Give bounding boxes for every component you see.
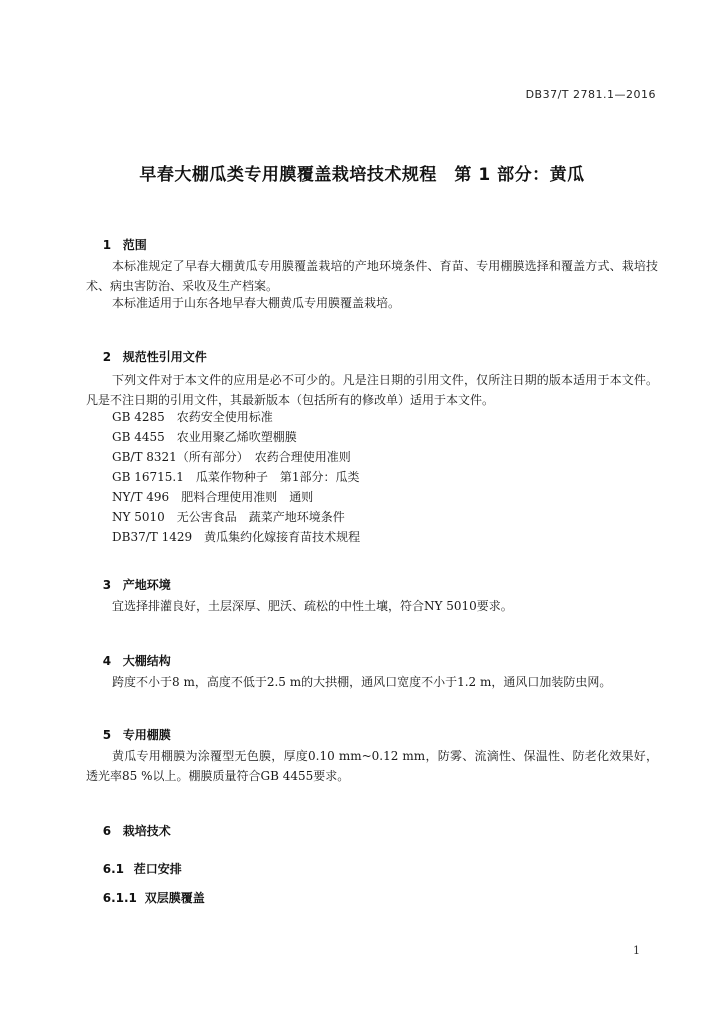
document-title: 早春大棚瓜类专用膜覆盖栽培技术规程 第 1 部分：黄瓜 bbox=[139, 165, 585, 185]
section-number: 6.1 bbox=[102, 862, 124, 876]
section-3-paragraph-1: 宜选择排灌良好，土层深厚、肥沃、疏松的中性土壤，符合NY 5010要求。 bbox=[112, 599, 513, 613]
section-1-paragraph-1: 本标准规定了早春大棚黄瓜专用膜覆盖栽培的产地环境条件、育苗、专用棚膜选择和覆盖方式、栽培技术、病虫害防治、采收及生产档案。 bbox=[86, 259, 658, 293]
section-title: 茬口安排 bbox=[133, 862, 182, 876]
reference-item: GB/T 8321（所有部分） 农药合理使用准则 bbox=[112, 450, 351, 464]
section-number: 2 bbox=[102, 350, 112, 364]
section-number: 1 bbox=[102, 238, 112, 252]
section-4-paragraph-1: 跨度不小于8 m，高度不低于2.5 m的大拱棚，通风口宽度不小于1.2 m，通风口加装防虫网。 bbox=[112, 675, 612, 689]
section-title: 规范性引用文件 bbox=[122, 350, 207, 364]
reference-item: GB 4285 农药安全使用标准 bbox=[112, 410, 273, 424]
reference-item: NY 5010 无公害食品 蔬菜产地环境条件 bbox=[112, 510, 345, 524]
reference-item: GB 16715.1 瓜菜作物种子 第1部分：瓜类 bbox=[112, 470, 360, 484]
section-number: 6.1.1 bbox=[102, 891, 137, 905]
section-title: 产地环境 bbox=[122, 578, 171, 592]
reference-item: NY/T 496 肥料合理使用准则 通则 bbox=[112, 490, 314, 504]
section-number: 6 bbox=[102, 824, 112, 838]
section-5-paragraph-1: 黄瓜专用棚膜为涂覆型无色膜，厚度0.10 mm~0.12 mm，防雾、流滴性、保温性、防老化效果好，透光率85 %以上。棚膜质量符合GB 4455要求。 bbox=[86, 749, 658, 783]
section-number: 4 bbox=[102, 654, 112, 668]
section-title: 双层膜覆盖 bbox=[144, 891, 205, 905]
reference-item: GB 4455 农业用聚乙烯吹塑棚膜 bbox=[112, 430, 297, 444]
section-2-paragraph-1: 下列文件对于本文件的应用是必不可少的。凡是注日期的引用文件，仅所注日期的版本适用于本文件。凡是不注日期的引用文件，其最新版本（包括所有的修改单）适用于本文件。 bbox=[86, 373, 658, 407]
section-number: 3 bbox=[102, 578, 112, 592]
section-number: 5 bbox=[102, 728, 112, 742]
section-title: 专用棚膜 bbox=[122, 728, 171, 742]
section-title: 范围 bbox=[122, 238, 147, 252]
section-6-1-1-heading bbox=[86, 875, 205, 920]
reference-item: DB37/T 1429 黄瓜集约化嫁接育苗技术规程 bbox=[112, 530, 361, 544]
section-title: 栽培技术 bbox=[122, 824, 171, 838]
section-1-paragraph-2: 本标准适用于山东各地早春大棚黄瓜专用膜覆盖栽培。 bbox=[112, 296, 401, 310]
page-number: 1 bbox=[633, 944, 640, 957]
document-code: DB37/T 2781.1—2016 bbox=[525, 88, 656, 101]
section-title: 大棚结构 bbox=[122, 654, 171, 668]
